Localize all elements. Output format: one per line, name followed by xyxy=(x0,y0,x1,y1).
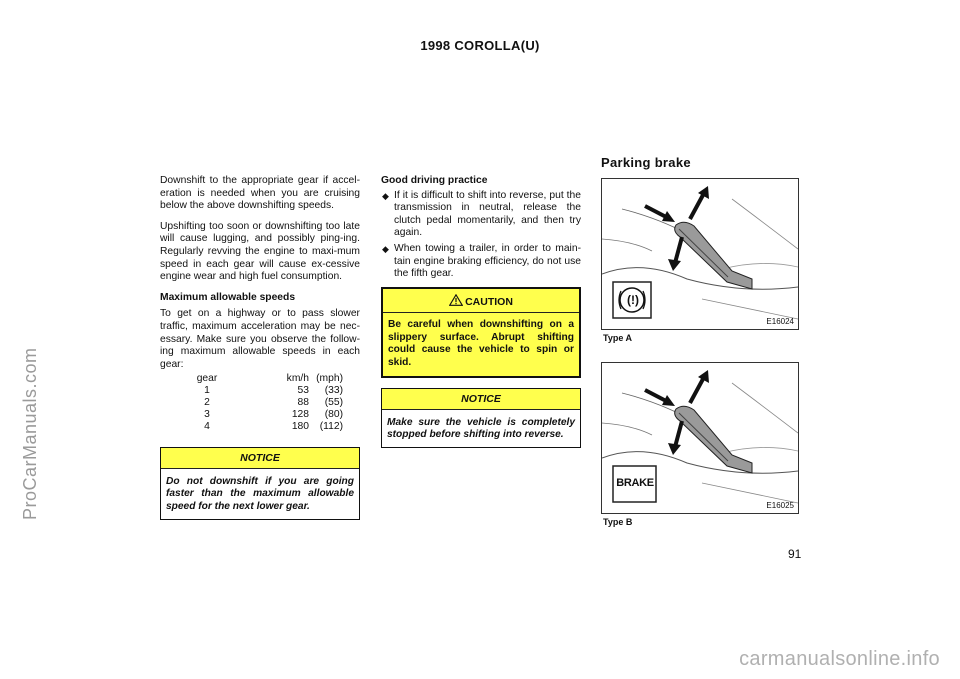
caution-body: Be careful when downshifting on a slippery surface. Abrupt shifting could cause the vehicle to spin or skid. xyxy=(388,319,574,368)
table-cell: (80) xyxy=(324,409,343,421)
table-cell: 53 xyxy=(297,385,309,397)
figure-code: E16025 xyxy=(766,501,794,510)
bullet-text: If it is difficult to shift into reverse, put the transmission in neutral, release the clutch pedal momentarily, and then try again. xyxy=(394,189,581,239)
caution-title: CAUTION xyxy=(465,295,513,308)
table-cell: 180 xyxy=(291,421,309,433)
bullet-icon: ◆ xyxy=(382,190,389,201)
max-speed-table xyxy=(178,373,343,433)
page-header-title: 1998 COROLLA(U) xyxy=(420,38,540,53)
table-cell: 3 xyxy=(204,409,210,421)
caution-header xyxy=(383,289,579,314)
table-cell: (112) xyxy=(319,421,343,433)
table-header-cell: (mph) xyxy=(316,373,343,385)
figure-code: E16024 xyxy=(766,317,794,326)
upshift-paragraph: Upshifting too soon or downshifting too late will cause lugging, and possibly ping-ing. Regularly revving the engine to maxi-mum speed in each gear will cause ex-cessive engine wear and high fuel consumption. xyxy=(160,220,360,283)
table-cell: 2 xyxy=(204,397,210,409)
notice-body: Do not downshift if you are going faster than the maximum allowable speed for the next lower gear. xyxy=(166,475,354,512)
figure-parking-brake-type-a xyxy=(601,178,799,330)
list-item xyxy=(381,243,581,281)
page-number: 91 xyxy=(788,547,802,561)
table-cell: 128 xyxy=(291,409,309,421)
notice-title: NOTICE xyxy=(161,448,359,469)
bullet-text: When towing a trailer, in order to main-tain engine braking efficiency, do not use the fifth gear. xyxy=(394,242,581,280)
brake-warning-icon: (!) xyxy=(627,293,639,307)
table-cell: 88 xyxy=(297,397,309,409)
notice-title: NOTICE xyxy=(382,389,580,410)
bullet-icon: ◆ xyxy=(382,243,389,254)
good-driving-heading: Good driving practice xyxy=(381,175,488,186)
figure-caption: Type A xyxy=(603,333,633,343)
table-header-cell: km/h xyxy=(286,373,309,385)
parking-brake-lever-illustration xyxy=(602,363,798,513)
downshift-paragraph: Downshift to the appropriate gear if accel-eration is needed when you are cruising below the above downshifting speeds. xyxy=(160,175,360,212)
figure-caption: Type B xyxy=(603,517,633,527)
table-row xyxy=(178,385,343,397)
left-column xyxy=(160,175,360,520)
table-cell: (33) xyxy=(324,385,343,397)
table-row xyxy=(178,421,343,433)
table-cell: 4 xyxy=(204,421,210,433)
bottom-watermark: carmanualsonline.info xyxy=(739,648,940,670)
notice-body: Make sure the vehicle is completely stopped before shifting into reverse. xyxy=(387,416,575,440)
notice-box-downshift xyxy=(160,447,360,520)
table-row xyxy=(178,397,343,409)
warning-triangle-icon xyxy=(449,294,463,306)
caution-box xyxy=(381,287,581,378)
figure-parking-brake-type-b xyxy=(601,362,799,514)
side-watermark: ProCarManuals.com xyxy=(20,347,40,520)
speeds-heading: Maximum allowable speeds xyxy=(160,291,296,303)
table-cell: (55) xyxy=(324,397,343,409)
table-header-cell: gear xyxy=(196,373,218,385)
speeds-intro-paragraph: To get on a highway or to pass slower traffic, maximum acceleration may be nec-essary. Make sure you observe the follow-ing maximum allowable speeds in each gear: xyxy=(160,308,360,370)
list-item xyxy=(381,190,581,240)
table-cell: 1 xyxy=(204,385,210,397)
table-header-row xyxy=(178,373,343,385)
section-title-parking-brake: Parking brake xyxy=(601,155,691,170)
brake-text-icon: BRAKE xyxy=(616,477,654,489)
notice-box-reverse xyxy=(381,388,581,448)
table-row xyxy=(178,409,343,421)
middle-column xyxy=(381,175,581,448)
